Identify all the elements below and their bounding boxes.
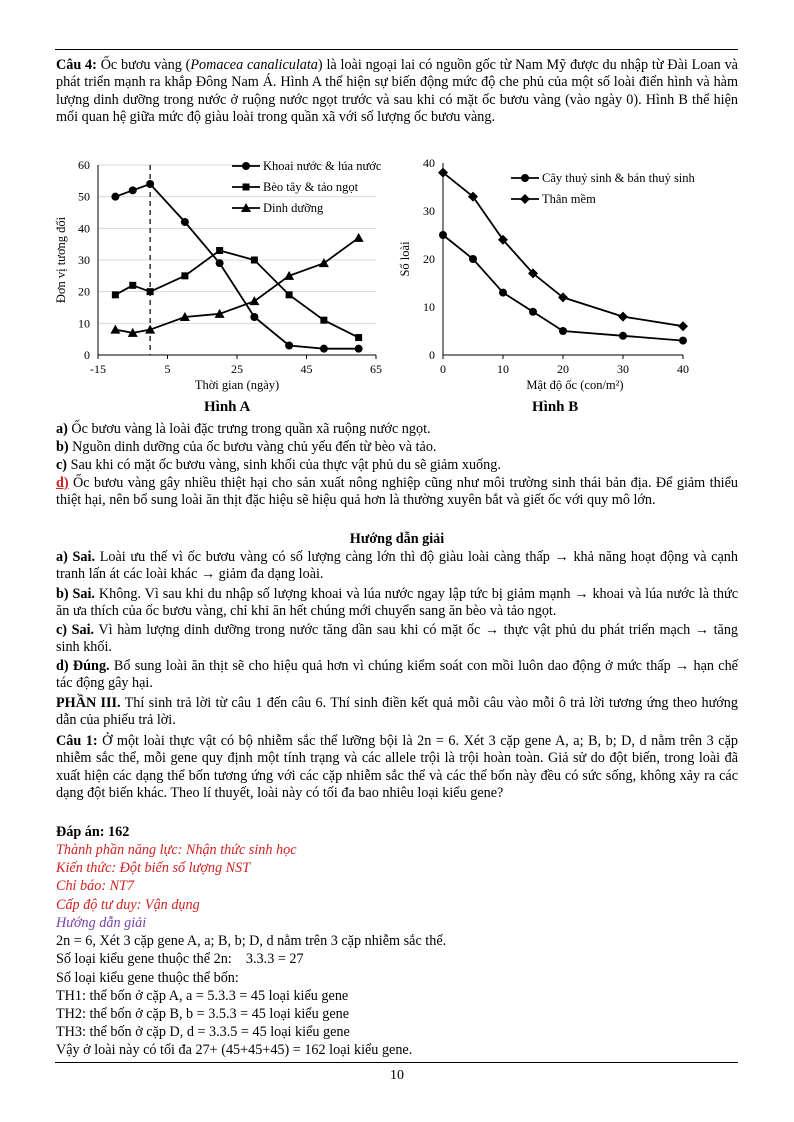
data-point — [678, 321, 688, 331]
q4-intro-a: Ốc bươu vàng ( — [96, 57, 191, 73]
meta-level: Cấp độ tư duy: Vận dụng — [56, 897, 200, 913]
statement-d — [56, 475, 738, 510]
statement-text: Ốc bươu vàng gây nhiều thiệt hại cho sản xuất nông nghiệp cũng như môi trường sinh thái bản địa. Để giảm thiểu thiệt hại, nên bổ sung loài ăn thịt đặc hiệu sẽ hiệu quả hơn là thường xuyên bắt và giết ốc với quy mô lớn. — [56, 475, 738, 509]
answer-key: c) Sai. — [56, 622, 95, 638]
data-point — [129, 282, 136, 289]
q1-label: Câu 1: — [56, 733, 98, 749]
y-axis-title: Đơn vị tương đối — [54, 216, 68, 304]
x-axis-title: Mật độ ốc (con/m²) — [526, 378, 624, 392]
y-tick-label: 30 — [78, 253, 90, 267]
statement-a — [56, 421, 738, 438]
data-point — [112, 291, 119, 298]
statement-text: Nguồn dinh dưỡng của ốc bươu vàng chủ yếu đến từ bèo và tảo. — [68, 439, 437, 455]
legend-label: Bèo tây & tảo ngọt — [263, 180, 359, 194]
data-point — [286, 291, 293, 298]
q1-line: Số loại kiểu gene thuộc thể 2n: 3.3.3 = 27 — [56, 951, 304, 967]
data-point — [250, 313, 258, 321]
data-point — [354, 233, 364, 242]
y-tick-label: 20 — [78, 284, 90, 299]
data-point — [469, 255, 477, 263]
data-point — [216, 259, 224, 267]
q1-line: TH3: thể bốn ở cặp D, d = 3.3.5 = 45 loại kiểu gene — [56, 1024, 350, 1040]
figure-a-caption: Hình A — [204, 399, 251, 415]
q1-guide-label: Hướng dẫn giải — [56, 915, 147, 931]
part3-label: PHẦN III. — [56, 695, 121, 711]
data-point — [146, 180, 154, 188]
legend-marker — [521, 174, 529, 182]
chart-b — [395, 155, 715, 400]
q1-line: Số loại kiểu gene thuộc thể bốn: — [56, 970, 239, 986]
data-point — [251, 257, 258, 264]
legend-label: Dinh dưỡng — [263, 201, 324, 215]
answer-text: Bổ sung loài ăn thịt sẽ cho hiệu quả hơn vì chúng kiểm soát con mồi luôn dao động ở mức thấp → hạn chế tác động gây hại. — [56, 658, 738, 692]
data-point — [216, 247, 223, 254]
data-point — [619, 332, 627, 340]
data-point — [499, 289, 507, 297]
statement-key: b) — [56, 439, 69, 455]
y-tick-label: 10 — [423, 300, 435, 314]
data-point — [129, 186, 137, 194]
bottom-rule — [55, 1062, 738, 1063]
legend-marker — [243, 184, 250, 191]
y-axis-title: Số loài — [398, 241, 412, 277]
y-tick-label: 20 — [423, 252, 435, 266]
answer-b — [56, 586, 738, 621]
statement-text: Ốc bươu vàng là loài đặc trưng trong quần xã ruộng nước ngọt. — [67, 421, 431, 437]
x-tick-label: 65 — [370, 362, 382, 376]
data-point — [285, 342, 293, 350]
figure-b-caption: Hình B — [532, 399, 579, 415]
legend-label: Khoai nước & lúa nước — [263, 159, 382, 173]
x-tick-label: 5 — [164, 362, 171, 376]
answer-text: Loài ưu thế vì ốc bươu vàng có số lượng càng lớn thì độ giàu loài càng thấp → khả năng hoạt động và cạnh tranh lấn át các loài khác → giảm đa dạng loài. — [56, 549, 738, 583]
data-point — [320, 345, 328, 353]
q1-line: 2n = 6, Xét 3 cặp gene A, a; B, b; D, d nằm trên 3 cặp nhiễm sắc thể. — [56, 933, 447, 949]
data-point — [679, 337, 687, 345]
y-tick-label: 0 — [429, 348, 435, 362]
x-tick-label: 45 — [300, 362, 313, 376]
q1-answer: Đáp án: 162 — [56, 824, 130, 840]
data-point — [110, 325, 120, 334]
q4-label: Câu 4: — [56, 57, 97, 73]
data-point — [147, 288, 154, 295]
legend-marker — [520, 194, 530, 204]
chart-a — [56, 155, 391, 400]
part3 — [56, 695, 738, 730]
statement-text: Sau khi có mặt ốc bươu vàng, sinh khối của thực vật phủ du sẽ giảm xuống. — [67, 457, 501, 473]
statement-key: c) — [56, 457, 68, 473]
page-number: 10 — [390, 1068, 404, 1083]
x-tick-label: 10 — [497, 362, 509, 376]
y-tick-label: 0 — [84, 348, 90, 362]
statement-key: a) — [56, 421, 68, 437]
answer-key: b) Sai. — [56, 586, 95, 602]
q4-intro-b: ) là loài ngoại lai có nguồn gốc từ Nam Mỹ được du nhập từ Đài Loan và phát triển mạnh ra khắp Đông Nam Á. Hình A thể hiện sự biến động mức độ che phủ của một số loài điển hình và hàm lượng dinh dưỡng trong nước ở ruộng nước ngọt trước và sau khi có mặt ốc bươu vàng (vào ngày 0). Hình B thể hiện mối quan hệ giữa mức độ giàu loài trong quần xã với số lượng ốc bươu vàng. — [56, 57, 738, 126]
data-point — [320, 317, 327, 324]
q1-text: Ở một loài thực vật có bộ nhiễm sắc thể lưỡng bội là 2n = 6. Xét 3 cặp gene A, a; B, b; D, d nằm trên 3 cặp nhiễm sắc thể, mỗi gene quy định một tính trạng và các allele trội là trội hoàn toàn. Giả sử do đột biến, trong loài đã xuất hiện các dạng thể bốn tương ứng với các cặp nhiễm sắc thể và các thể bốn này đều có sức sống, không xảy ra các dạng đột biến khác. Theo lí thuyết, loài này có tối đa bao nhiêu loại kiểu gene? — [56, 733, 738, 802]
x-tick-label: 30 — [617, 362, 629, 376]
y-tick-label: 40 — [423, 156, 435, 170]
data-point — [529, 308, 537, 316]
x-tick-label: 40 — [677, 362, 689, 376]
answer-text: Vì hàm lượng dinh dưỡng trong nước tăng dần sau khi có mặt ốc → thực vật phủ du phát triển mạch → tăng sinh khối. — [56, 622, 739, 656]
statement-c — [56, 457, 738, 474]
series-line — [443, 235, 683, 341]
data-point — [355, 334, 362, 341]
x-tick-label: 20 — [557, 362, 569, 376]
answer-key: a) Sai. — [56, 549, 95, 565]
y-tick-label: 50 — [78, 189, 90, 204]
data-point — [111, 193, 119, 201]
answer-text: Không. Vì sau khi du nhập số lượng khoai và lúa nước ngay lập tức bị giảm mạnh → khoai và lúa nước là thức ăn ưa thích của ốc bươu vàng, chỉ khi ăn hết chúng mới chuyển sang ăn bèo và tảo ngọt. — [56, 586, 738, 620]
q1-line: TH1: thể bốn ở cặp A, a = 5.3.3 = 45 loại kiểu gene — [56, 988, 349, 1004]
statement-key-correct: d) — [56, 475, 69, 491]
answer-key: d) Đúng. — [56, 658, 110, 674]
data-point — [181, 272, 188, 279]
answer-d — [56, 658, 738, 693]
meta-competency: Thành phần năng lực: Nhận thức sinh học — [56, 842, 297, 858]
q4-intro — [56, 57, 738, 127]
q1-line: TH2: thể bốn ở cặp B, b = 3.5.3 = 45 loại kiểu gene — [56, 1006, 350, 1022]
legend-marker — [242, 162, 250, 170]
answer-a — [56, 549, 738, 584]
y-tick-label: 40 — [78, 221, 90, 236]
q1-question — [56, 733, 738, 803]
meta-knowledge: Kiến thức: Đột biến số lượng NST — [56, 860, 251, 876]
x-axis-title: Thời gian (ngày) — [194, 378, 280, 392]
y-tick-label: 10 — [78, 316, 90, 331]
guide-title: Hướng dẫn giải — [349, 531, 445, 547]
data-point — [559, 327, 567, 335]
species-name: Pomacea canaliculata — [190, 57, 318, 73]
x-tick-label: -15 — [90, 362, 106, 376]
q1-line: Vậy ở loài này có tối đa 27+ (45+45+45) = 162 loại kiểu gene. — [56, 1042, 413, 1058]
statement-b — [56, 439, 738, 456]
answer-c — [56, 622, 738, 657]
meta-indicator: Chỉ báo: NT7 — [56, 878, 135, 894]
part3-text: Thí sinh trả lời từ câu 1 đến câu 6. Thí sinh điền kết quả mỗi câu vào mỗi ô trả lời tương ứng theo hướng dẫn của phiếu trả lời. — [56, 695, 738, 729]
data-point — [439, 231, 447, 239]
x-tick-label: 0 — [440, 362, 446, 376]
data-point — [355, 345, 363, 353]
legend-label: Thân mềm — [542, 192, 596, 206]
legend-label: Cây thuỷ sinh & bán thuỷ sinh — [542, 171, 695, 185]
top-rule — [55, 49, 738, 50]
data-point — [181, 218, 189, 226]
y-tick-label: 30 — [423, 204, 435, 218]
y-tick-label: 60 — [78, 158, 90, 172]
data-point — [618, 312, 628, 322]
x-tick-label: 25 — [231, 362, 243, 376]
